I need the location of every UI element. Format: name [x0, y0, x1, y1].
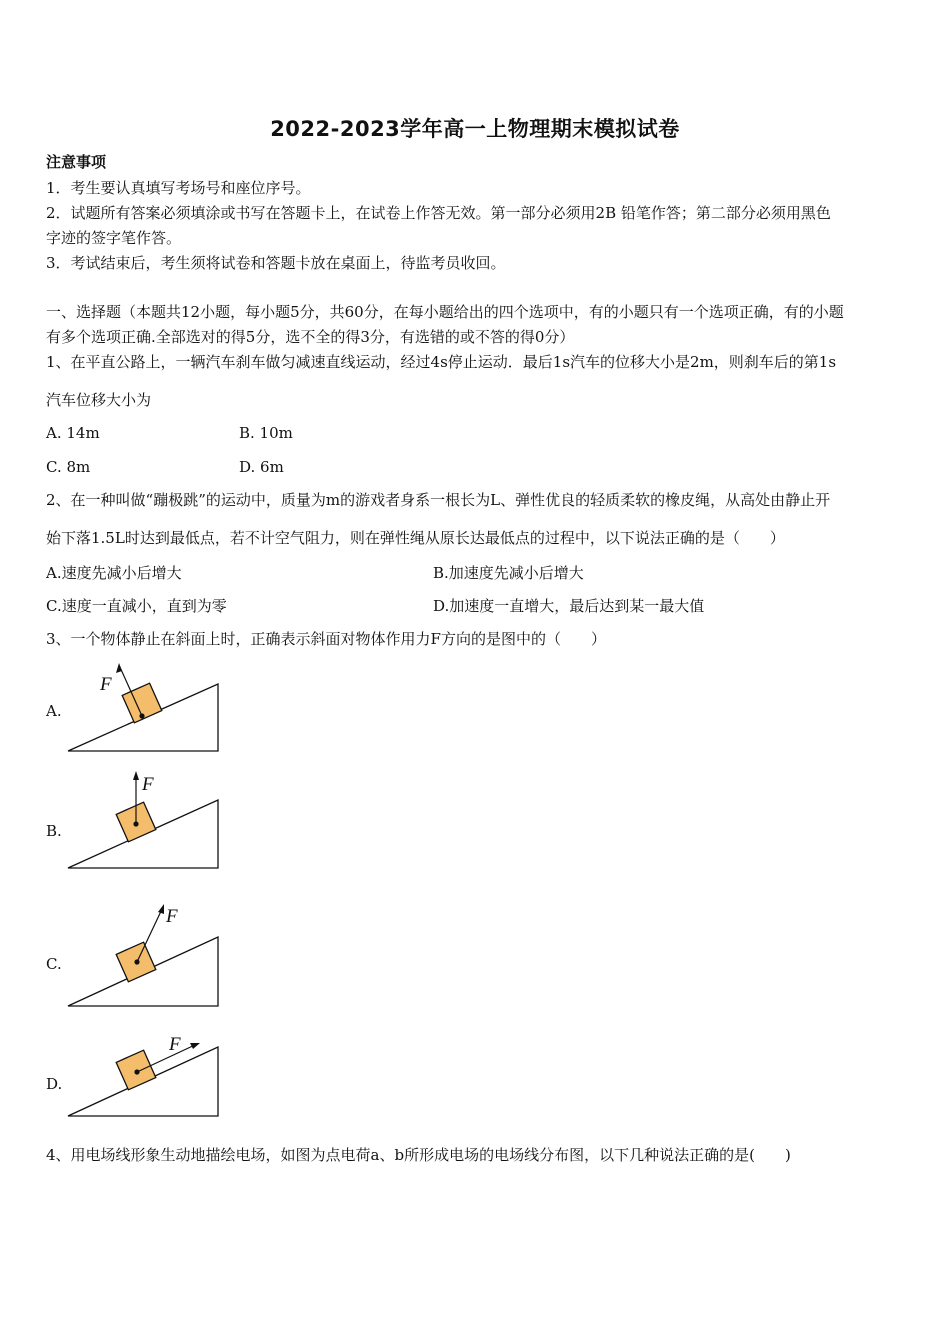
notice-heading: 注意事项: [46, 153, 107, 171]
q3-option-d-label: D.: [46, 1075, 63, 1093]
q2-option-a: A.速度先减小后增大: [46, 564, 182, 582]
q2-option-b: B.加速度先减小后增大: [433, 564, 584, 582]
q3-figure-c: [66, 900, 222, 1010]
q3-figure-d: [66, 1030, 222, 1120]
notice-item-1: 1．考生要认真填写考场号和座位序号。: [46, 179, 311, 197]
q1-option-d: D. 6m: [239, 458, 284, 476]
q1-option-a: A. 14m: [46, 424, 100, 442]
q1-stem-line-2: 汽车位移大小为: [46, 391, 152, 409]
force-arrow-c: [137, 907, 163, 962]
q1-option-b: B. 10m: [239, 424, 293, 442]
page-title: 2022-2023学年高一上物理期末模拟试卷: [270, 117, 680, 141]
notice-item-3: 3．考试结束后，考生须将试卷和答题卡放在桌面上，待监考员收回。: [46, 254, 506, 272]
section-heading-line-1: 一、选择题（本题共12小题，每小题5分，共60分，在每小题给出的四个选项中，有的小题只有一个选项正确，有的小题: [46, 303, 844, 321]
q2-stem-line-2: 始下落1.5L时达到最低点，若不计空气阻力，则在弹性绳从原长达最低点的过程中，以下说法正确的是（ ）: [46, 529, 785, 547]
force-label-c: F: [166, 906, 178, 927]
q3-option-c-label: C.: [46, 955, 62, 973]
q3-figure-a: [66, 660, 222, 756]
q3-stem: 3、一个物体静止在斜面上时，正确表示斜面对物体作用力F方向的是图中的（ ）: [46, 630, 606, 648]
q1-stem-line-1: 1、在平直公路上，一辆汽车刹车做匀减速直线运动，经过4s停止运动．最后1s汽车的位移大小是2m，则刹车后的第1s: [46, 353, 837, 371]
q1-option-c: C. 8m: [46, 458, 91, 476]
section-heading-line-2: 有多个选项正确.全部选对的得5分，选不全的得3分，有选错的或不答的得0分）: [46, 328, 575, 346]
q3-figure-b: [66, 770, 222, 872]
q3-option-a-label: A.: [46, 702, 62, 720]
q2-option-d: D.加速度一直增大，最后达到某一最大值: [433, 597, 705, 615]
notice-item-2-line-1: 2．试题所有答案必须填涂或书写在答题卡上，在试卷上作答无效。第一部分必须用2B 铅笔作答；第二部分必须用黑色: [46, 204, 831, 222]
force-label-a: F: [100, 674, 112, 695]
q2-option-c: C.速度一直减小，直到为零: [46, 597, 227, 615]
notice-item-2-line-2: 字迹的签字笔作答。: [46, 229, 182, 247]
q3-option-b-label: B.: [46, 822, 62, 840]
force-label-b: F: [142, 774, 154, 795]
q4-stem: 4、用电场线形象生动地描绘电场，如图为点电荷a、b所形成电场的电场线分布图，以下几种说法正确的是( ): [46, 1146, 791, 1164]
force-label-d: F: [169, 1034, 181, 1055]
q2-stem-line-1: 2、在一种叫做“蹦极跳”的运动中，质量为m的游戏者身系一根长为L、弹性优良的轻质柔软的橡皮绳，从高处由静止开: [46, 491, 831, 509]
